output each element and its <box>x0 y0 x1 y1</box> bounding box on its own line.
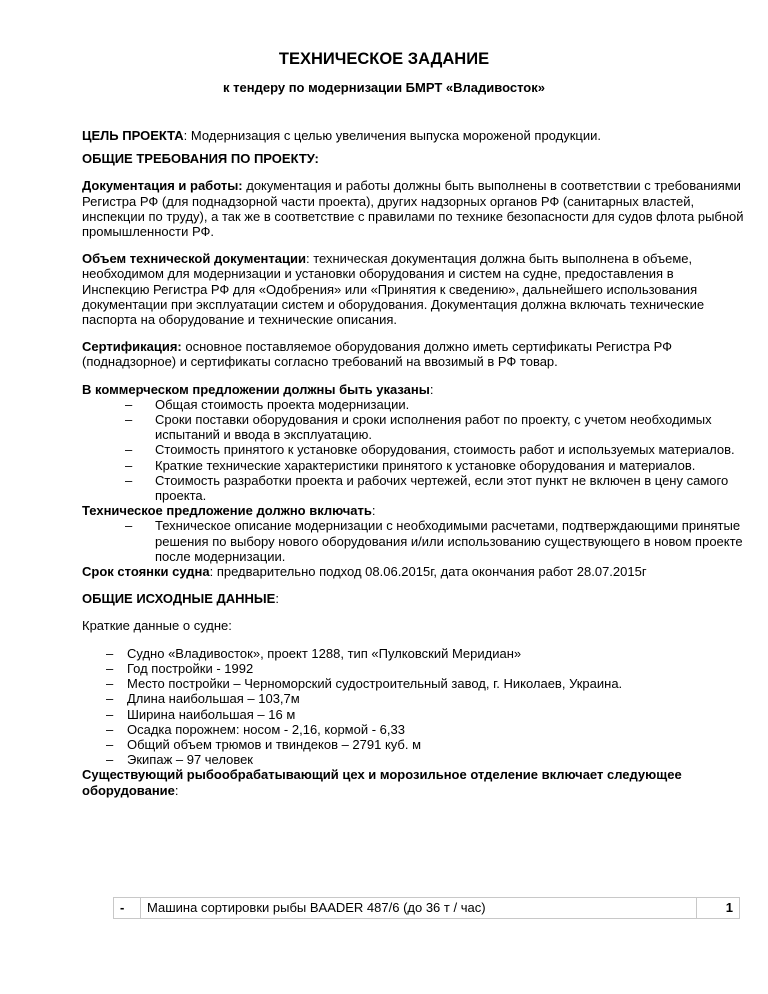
list-item-text: Длина наибольшая – 103,7м <box>127 691 300 707</box>
general-requirements-heading: ОБЩИЕ ТРЕБОВАНИЯ ПО ПРОЕКТУ: <box>82 151 319 167</box>
project-goal-text: : Модернизация с целью увеличения выпуска мороженой продукции. <box>183 128 601 143</box>
list-item-text: Осадка порожнем: носом - 2,16, кормой - 6,33 <box>127 721 405 737</box>
list-item-text: Судно «Владивосток», проект 1288, тип «Пулковский Меридиан» <box>127 645 522 661</box>
commercial-list <box>82 397 744 503</box>
list-item <box>82 691 744 706</box>
ship-stay-paragraph <box>82 564 744 579</box>
list-item <box>82 752 744 767</box>
dash-marker: – <box>106 752 114 768</box>
docs-work-paragraph <box>82 178 744 239</box>
list-item-text: Экипаж – 97 человек <box>127 752 253 768</box>
list-item-text: Год постройки - 1992 <box>127 660 254 676</box>
list-item-text: Стоимость принятого к установке оборудования, стоимость работ и используемых материалов. <box>155 442 735 458</box>
certification-label: Сертификация: <box>82 339 182 355</box>
list-item-text: Ширина наибольшая – 16 м <box>127 706 296 722</box>
equipment-name: Машина сортировки рыбы BAADER 487/6 (до 36 т / час) <box>141 898 697 919</box>
technical-list <box>82 518 744 564</box>
dash-marker: – <box>125 412 133 428</box>
list-item <box>82 722 744 737</box>
list-item <box>82 646 744 661</box>
dash-marker: – <box>106 706 114 722</box>
initial-data-heading: ОБЩИЕ ИСХОДНЫЕ ДАННЫЕ: <box>82 591 279 607</box>
list-item-text: Общая стоимость проекта модернизации. <box>155 396 410 412</box>
ship-data-list <box>82 646 744 768</box>
list-item <box>82 737 744 752</box>
dash-marker: – <box>106 645 114 661</box>
commercial-label: В коммерческом предложении должны быть указаны <box>82 381 430 397</box>
existing-equipment-heading: Существующий рыбообрабатывающий цех и морозильное отделение включает следующее оборудование: <box>82 767 682 798</box>
document-body <box>82 128 744 798</box>
dash-marker: – <box>125 396 133 412</box>
tech-docs-label: Объем технической документации <box>82 251 306 267</box>
project-goal <box>82 128 744 143</box>
dash-marker: – <box>125 518 133 534</box>
technical-label: Техническое предложение должно включать <box>82 503 372 519</box>
list-item <box>82 412 744 442</box>
certification-text: основное поставляемое оборудования должно иметь сертификаты Регистра РФ (поднадзорное) и сертификаты согласно требований на ввозимый в РФ товар. <box>82 339 673 370</box>
document-title: ТЕХНИЧЕСКОЕ ЗАДАНИЕ <box>278 50 490 68</box>
initial-data-label: ОБЩИЕ ИСХОДНЫЕ ДАННЫЕ <box>82 591 276 607</box>
dash-marker: – <box>125 457 133 473</box>
ship-brief-intro: Краткие данные о судне: <box>82 618 232 634</box>
docs-work-text: документация и работы должны быть выполнены в соответствии с требованиями Регистра РФ (для поднадзорной части проекта), других надзорных органов РФ (санитарных властей, инспекции по труду), а так же в соответствие с правилами по технике безопасности для судов флота рыбной промышленности РФ. <box>82 178 744 240</box>
docs-work-label: Документация и работы: <box>82 178 243 194</box>
dash-marker: – <box>106 660 114 676</box>
list-item-text: Краткие технические характеристики принятого к установке оборудования и материалов. <box>155 457 696 473</box>
document-subtitle: к тендеру по модернизации БМРТ «Владивосток» <box>223 80 545 95</box>
list-item-text: Техническое описание модернизации с необходимыми расчетами, подтверждающими принятые решения по выбору нового оборудования и/или использованию существующего в новом проекте после модернизации. <box>155 518 743 564</box>
certification-paragraph <box>82 339 744 369</box>
dash-marker: – <box>125 442 133 458</box>
dash-marker: – <box>106 691 114 707</box>
list-item-text: Стоимость разработки проекта и рабочих чертежей, если этот пункт не включен в цену самого проекта. <box>155 472 729 504</box>
technical-heading: Техническое предложение должно включать: <box>82 503 376 519</box>
list-item <box>82 661 744 676</box>
project-goal-label: ЦЕЛЬ ПРОЕКТА <box>82 128 184 143</box>
tech-docs-paragraph <box>82 251 744 327</box>
commercial-heading: В коммерческом предложении должны быть указаны: <box>82 381 434 397</box>
list-item <box>82 473 744 503</box>
ship-stay-label: Срок стоянки судна <box>82 564 210 580</box>
dash-marker: – <box>106 676 114 692</box>
dash-marker: – <box>106 736 114 752</box>
equipment-quantity: 1 <box>697 898 740 919</box>
ship-stay-text: : предварительно подход 08.06.2015г, дата окончания работ 28.07.2015г <box>209 564 647 580</box>
list-item <box>82 442 744 457</box>
list-item <box>82 518 744 564</box>
equipment-table <box>113 897 740 919</box>
tech-docs-text: : техническая документация должна быть выполнена в объеме, необходимом для модернизации и установки оборудования и систем на судне, предоставления в Инспекцию Регистра РФ для «Одобрения» или «Принятия к сведению», дальнейшего использования документации при эксплуатации систем и оборудования. Документация должна включать технические паспорта на оборудование и технические описания. <box>82 251 705 328</box>
dash-marker: – <box>125 472 133 488</box>
list-item-text: Сроки поставки оборудования и сроки исполнения работ по проекту, с учетом необходимых испытаний и ввода в эксплуатацию. <box>155 412 712 443</box>
list-item-text: Место постройки – Черноморский судостроительный завод, г. Николаев, Украина. <box>127 676 623 692</box>
list-item <box>82 676 744 691</box>
row-marker: - <box>114 898 141 919</box>
list-item <box>82 397 744 412</box>
table-row <box>114 898 740 919</box>
list-item <box>82 458 744 473</box>
dash-marker: – <box>106 721 114 737</box>
list-item <box>82 707 744 722</box>
existing-equipment-label: Существующий рыбообрабатывающий цех и морозильное отделение включает следующее оборудование <box>82 767 682 798</box>
list-item-text: Общий объем трюмов и твиндеков – 2791 куб. м <box>127 736 422 752</box>
